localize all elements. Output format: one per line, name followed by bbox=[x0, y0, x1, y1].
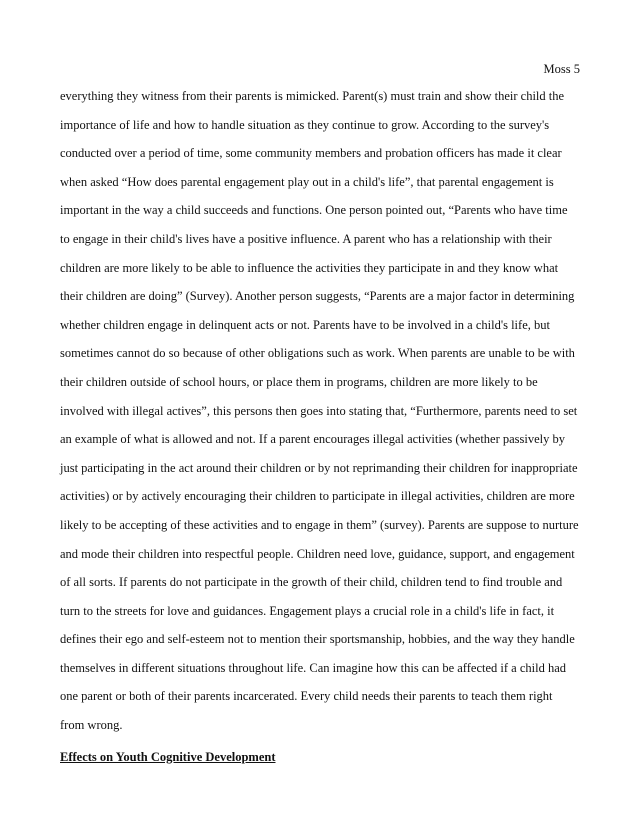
text-line: themselves in different situations throughout life. Can imagine how this can be affected if a child had bbox=[60, 660, 566, 675]
text-line: whether children engage in delinquent acts or not. Parents have to be involved in a child's life, but bbox=[60, 317, 550, 332]
body-paragraph bbox=[60, 88, 590, 746]
text-line: conducted over a period of time, some community members and probation officers has made it clear bbox=[60, 146, 562, 161]
text-line: an example of what is allowed and not. If a parent encourages illegal activities (whether passively by bbox=[60, 432, 566, 447]
text-line: likely to be accepting of these activities and to engage in them” (survey). Parents are suppose to nurture bbox=[60, 517, 579, 532]
text-line: when asked “How does parental engagement play out in a child's life”, that parental engagement is bbox=[60, 174, 554, 189]
text-line: important in the way a child succeeds and functions. One person pointed out, “Parents who have time bbox=[60, 203, 568, 218]
text-line: their children are doing” (Survey). Another person suggests, “Parents are a major factor in determining bbox=[60, 289, 575, 304]
text-line: sometimes cannot do so because of other obligations such as work. When parents are unable to be with bbox=[60, 346, 575, 361]
text-line: everything they witness from their parents is mimicked. Parent(s) must train and show their child the bbox=[60, 89, 565, 103]
text-line: importance of life and how to handle situation as they continue to grow. According to the survey's bbox=[60, 117, 550, 132]
text-line: and mode their children into respectful people. Children need love, guidance, support, and engagement bbox=[60, 546, 575, 561]
text-line: activities) or by actively encouraging their children to participate in illegal activities, children are more bbox=[60, 489, 575, 504]
text-line: just participating in the act around their children or by not reprimanding their children for inappropriate bbox=[60, 460, 578, 475]
section-heading: Effects on Youth Cognitive Development bbox=[60, 750, 276, 764]
running-head: Moss 5 bbox=[543, 62, 580, 76]
text-line: to engage in their child's lives have a positive influence. A parent who has a relationship with their bbox=[60, 231, 552, 246]
text-line: from wrong. bbox=[60, 718, 123, 733]
text-line: children are more likely to be able to influence the activities they participate in and they know what bbox=[60, 260, 559, 275]
text-line: their children outside of school hours, or place them in programs, children are more likely to be bbox=[60, 374, 538, 389]
text-line: defines their ego and self-esteem not to mention their sportsmanship, hobbies, and the way they handle bbox=[60, 632, 575, 647]
text-line: one parent or both of their parents incarcerated. Every child needs their parents to teach them right bbox=[60, 689, 553, 704]
text-line: turn to the streets for love and guidances. Engagement plays a crucial role in a child's life in fact, it bbox=[60, 603, 555, 618]
text-line: involved with illegal actives”, this persons then goes into stating that, “Furthermore, parents need to set bbox=[60, 403, 578, 418]
text-line: of all sorts. If parents do not participate in the growth of their child, children tend to find trouble and bbox=[60, 575, 563, 590]
